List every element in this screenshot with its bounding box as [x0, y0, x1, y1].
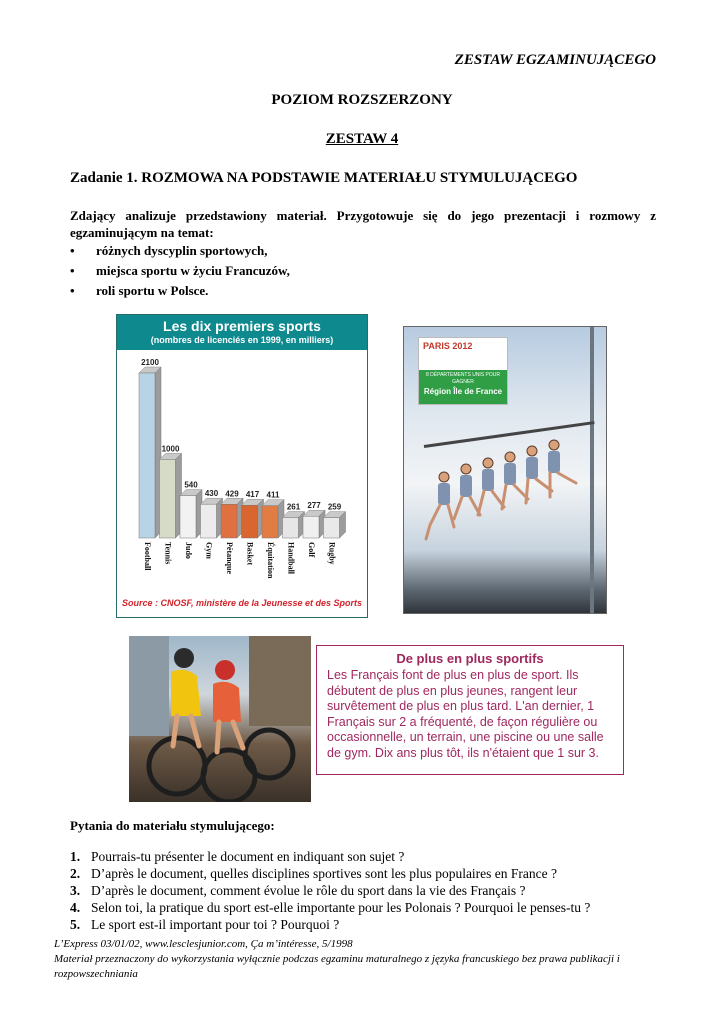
- task-intro: Zdający analizuje przedstawiony materiał. Przygotowuje się do jego prezentacji i rozmowy z egzaminującym na temat:: [70, 208, 656, 240]
- chart-category-label: Pétanque: [225, 542, 235, 574]
- chart-category-label: Judo: [184, 542, 194, 559]
- footer: [54, 937, 664, 982]
- cyclists-illustration: [129, 636, 311, 802]
- question-item: 4. Selon toi, la pratique du sport est-elle importante pour les Polonais ? Pourquoi le penses-tu ?: [70, 900, 591, 915]
- poster-line: 8 DÉPARTEMENTS UNIS POUR GAGNER: [426, 372, 500, 385]
- athletes-illustration: [404, 327, 606, 613]
- footer-sources: L’Express 03/01/02, www.lesclesjunior.com, Ça m’intéresse, 5/1998: [54, 938, 353, 950]
- questions-title: Pytania do materiału stymulującego:: [70, 818, 275, 833]
- chart-category-label: Tennis: [163, 542, 173, 565]
- chart-plot: [117, 350, 367, 598]
- topic-item: • różnych dyscyplin sportowych,: [70, 241, 290, 261]
- chart-bar: [303, 516, 319, 538]
- topic-item: • miejsca sportu w życiu Francuzów,: [70, 261, 290, 281]
- chart-category-label: Basket: [245, 542, 255, 566]
- chart-bar: [201, 504, 217, 538]
- info-box: [316, 645, 624, 775]
- chart-bar: [262, 506, 278, 538]
- chart-bar: [242, 505, 258, 538]
- chart-header: [117, 315, 367, 350]
- topic-item: • roli sportu w Polsce.: [70, 281, 290, 301]
- chart-subtitle: (nombres de licenciés en 1999, en milliers): [150, 335, 334, 345]
- chart-value-label: 261: [286, 502, 301, 512]
- level-heading: POZIOM ROZSZERZONY: [271, 92, 453, 108]
- question-item: 1. Pourrais-tu présenter le document en indiquant son sujet ?: [70, 849, 405, 864]
- poster-logo: PARIS 2012: [423, 341, 473, 351]
- question-item: 3. D’après le document, comment évolue le rôle du sport dans la vie des Français ?: [70, 883, 526, 898]
- chart-value-label: 411: [266, 490, 280, 500]
- cyclists-photo: [129, 636, 311, 802]
- topic-list: [70, 241, 290, 301]
- chart-value-label: 259: [327, 502, 342, 512]
- chart-title: Les dix premiers sports: [163, 318, 321, 334]
- sports-chart: [116, 314, 368, 618]
- chart-category-label: Football: [143, 542, 153, 571]
- chart-source: Source : CNOSF, ministère de la Jeunesse et des Sports: [121, 598, 363, 608]
- footer-note: Materiał przeznaczony do wykorzystania wyłącznie podczas egzaminu maturalnego z języka francuskiego bez prawa publikacji i rozpowszechniania: [54, 953, 620, 980]
- chart-value-label: 430: [204, 489, 219, 499]
- chart-category-label: Gym: [204, 542, 214, 559]
- question-item: 5. Le sport est-il important pour toi ? Pourquoi ?: [70, 917, 340, 932]
- set-number-heading: ZESTAW 4: [325, 131, 399, 147]
- questions-list: [70, 848, 590, 933]
- chart-category-label: Golf: [307, 542, 317, 558]
- chart-category-label: Équitation: [266, 542, 276, 579]
- question-item: 2. D’après le document, quelles disciplines sportives sont les plus populaires en France ?: [70, 866, 558, 881]
- task-title: Zadanie 1. ROZMOWA NA PODSTAWIE MATERIAŁU STYMULUJĄCEGO: [70, 170, 578, 186]
- info-box-title: De plus en plus sportifs: [396, 651, 544, 666]
- chart-bar: [139, 373, 155, 538]
- chart-value-label: 540: [184, 480, 198, 490]
- chart-value-label: 1000: [161, 444, 180, 454]
- chart-bar: [160, 459, 176, 538]
- chart-category-label: Handball: [286, 542, 296, 575]
- chart-bar: [221, 504, 237, 538]
- chart-bar: [180, 496, 196, 538]
- poster-region: Région Île de France: [423, 387, 503, 396]
- chart-value-label: 277: [307, 501, 321, 511]
- pole-vault-photo: [403, 326, 607, 614]
- set-label: ZESTAW EGZAMINUJĄCEGO: [454, 52, 656, 68]
- chart-bar: [283, 517, 299, 538]
- chart-value-label: 2100: [141, 358, 159, 367]
- chart-value-label: 417: [245, 490, 260, 500]
- chart-bar: [324, 518, 340, 538]
- info-box-body: Les Français font de plus en plus de sport. Ils débutent de plus en plus jeunes, rangent leur survêtement de plus en plus tard. L'an dernier, 1 Français sur 2 a fréquenté, de façon régulière ou occasionnelle, un terrain, une piscine ou une salle de gym. Dix ans plus tôt, ils n'étaient que 1 sur 3.: [327, 668, 604, 760]
- chart-category-label: Rugby: [327, 542, 337, 565]
- chart-value-label: 429: [225, 489, 239, 499]
